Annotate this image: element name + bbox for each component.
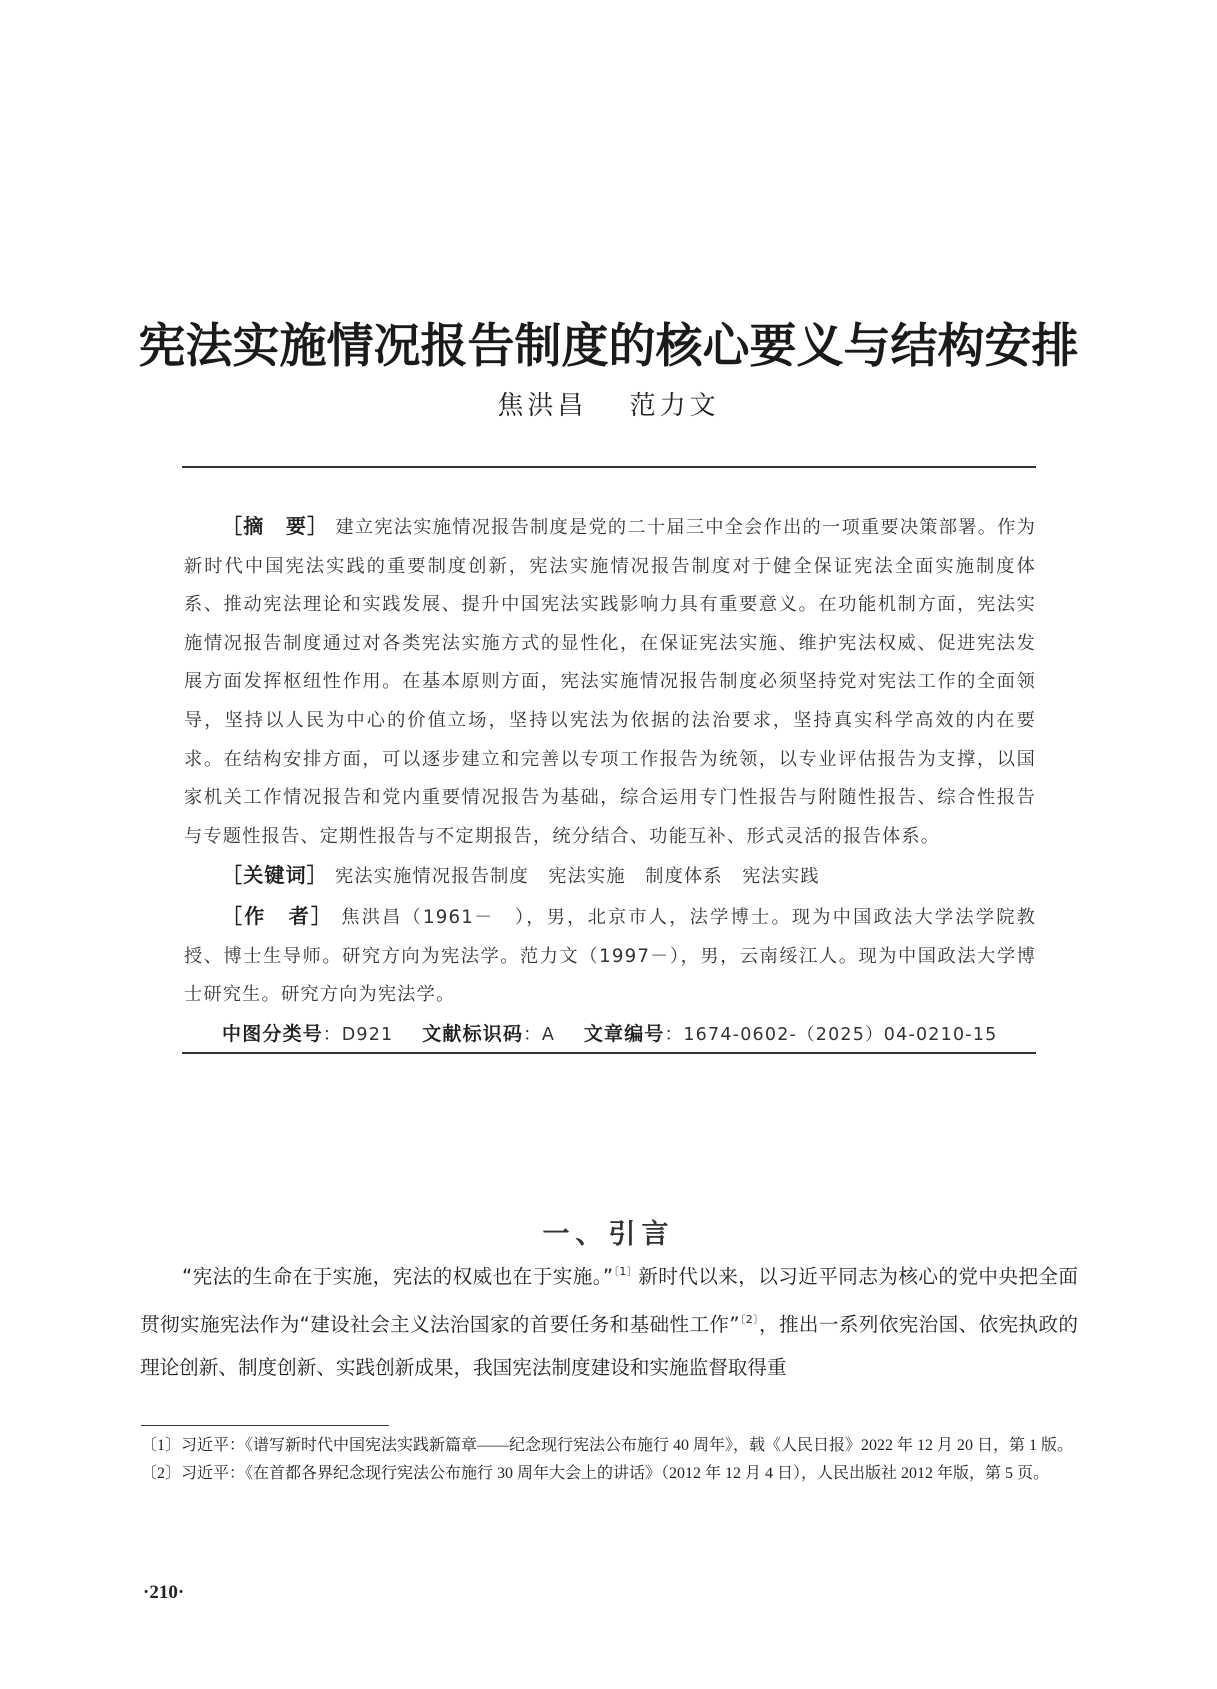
abstract-paragraph bbox=[184, 507, 1036, 856]
classification-line bbox=[184, 1015, 1036, 1055]
paragraph-text: 新时代以来，以习近平同志为核心的党中央把全面贯彻实施宪法作为“建设社会主义法治国家的首要任务和基础性工作” bbox=[140, 1265, 1078, 1336]
body-paragraph bbox=[140, 1250, 1078, 1389]
footnote-item: 〔2〕习近平：《在首都各界纪念现行宪法公布施行 30 周年大会上的讲话》（2012 年 12 月 4 日），人民出版社 2012 年版，第 5 页。 bbox=[141, 1464, 1050, 1482]
clc-label: 中图分类号 bbox=[222, 1022, 324, 1045]
footnote-item: 〔1〕习近平：《谱写新时代中国宪法实践新篇章——纪念现行宪法公布施行 40 周年》，载《人民日报》2022 年 12 月 20 日，第 1 版。 bbox=[141, 1437, 1074, 1454]
separator: ： bbox=[664, 1024, 684, 1045]
keywords-label: ［关键词］ bbox=[222, 863, 328, 888]
footnotes bbox=[141, 1432, 1077, 1487]
separator: ： bbox=[323, 1024, 342, 1045]
abstract-section bbox=[184, 507, 1036, 1054]
author-name: 范力文 bbox=[629, 391, 720, 421]
doc-code-value: A bbox=[541, 1024, 556, 1045]
article-no-value: 1674-0602-（2025）04-0210-15 bbox=[683, 1024, 998, 1045]
keyword: 制度体系 bbox=[645, 866, 723, 888]
abstract-text: 建立宪法实施情况报告制度是党的二十届三中全会作出的一项重要决策部署。作为新时代中国宪法实践的重要制度创新，宪法实施情况报告制度对于健全保证宪法全面实施制度体系、推动宪法理论和实践发展、提升中国宪法实践影响力具有重要意义。在功能机制方面，宪法实施情况报告制度通过对各类宪法实施方式的显性化，在保证宪法实施、维护宪法权威、促进宪法发展方面发挥枢纽性作用。在基本原则方面，宪法实施情况报告制度必须坚持党对宪法工作的全面领导，坚持以人民为中心的价值立场，坚持以宪法为依据的法治要求，坚持真实科学高效的内在要求。在结构安排方面，可以逐步建立和完善以专项工作报告为统领，以专业评估报告为支撑，以国家机关工作情况报告和党内重要情况报告为基础，综合运用专门性报告与附随性报告、综合性报告与专题性报告、定期性报告与不定期报告，统分结合、功能互补、形式灵活的报告体系。 bbox=[184, 517, 1037, 847]
footnote-ref[interactable]: 〔2〕 bbox=[739, 1313, 759, 1326]
author-info-paragraph bbox=[184, 897, 1036, 1015]
keyword: 宪法实施 bbox=[548, 866, 626, 888]
author-info-label: ［作 者］ bbox=[222, 903, 334, 928]
body-text bbox=[140, 1250, 1078, 1389]
footnote-rule bbox=[141, 1425, 389, 1426]
article-title: 宪法实施情况报告制度的核心要义与结构安排 bbox=[138, 319, 1079, 375]
author-name: 焦洪昌 bbox=[497, 391, 588, 421]
footnote-ref[interactable]: 〔1〕 bbox=[613, 1265, 639, 1278]
keyword: 宪法实施情况报告制度 bbox=[334, 866, 529, 888]
separator: ： bbox=[523, 1024, 542, 1045]
clc-value: D921 bbox=[341, 1024, 394, 1045]
quote-text: “宪法的生命在于实施，宪法的权威也在于实施。” bbox=[182, 1265, 614, 1288]
keyword: 宪法实践 bbox=[742, 866, 820, 888]
article-no-label: 文章编号 bbox=[583, 1022, 665, 1045]
paragraph-text: ，推出一系列依宪治国、依宪执政的理论创新、制度创新、实践创新成果，我国宪法制度建设和实施监督取得重 bbox=[140, 1313, 1079, 1379]
section-heading: 一、引言 bbox=[542, 1219, 675, 1251]
doc-code-label: 文献标识码 bbox=[422, 1022, 524, 1045]
author-info-text: 焦洪昌（1961－ ），男，北京市人，法学博士。现为中国政法大学法学院教授、博士生导师。研究方向为宪法学。范力文（1997－），男，云南绥江人。现为中国政法大学博士研究生。研究方向为宪法学。 bbox=[184, 906, 1037, 1006]
abstract-label: ［摘 要］ bbox=[222, 514, 329, 538]
abstract-bottom-rule bbox=[182, 1052, 1036, 1054]
author-list bbox=[0, 385, 1217, 422]
page-number: ·210· bbox=[143, 1582, 185, 1603]
abstract-top-rule bbox=[182, 466, 1036, 468]
keywords-paragraph bbox=[184, 856, 1036, 897]
